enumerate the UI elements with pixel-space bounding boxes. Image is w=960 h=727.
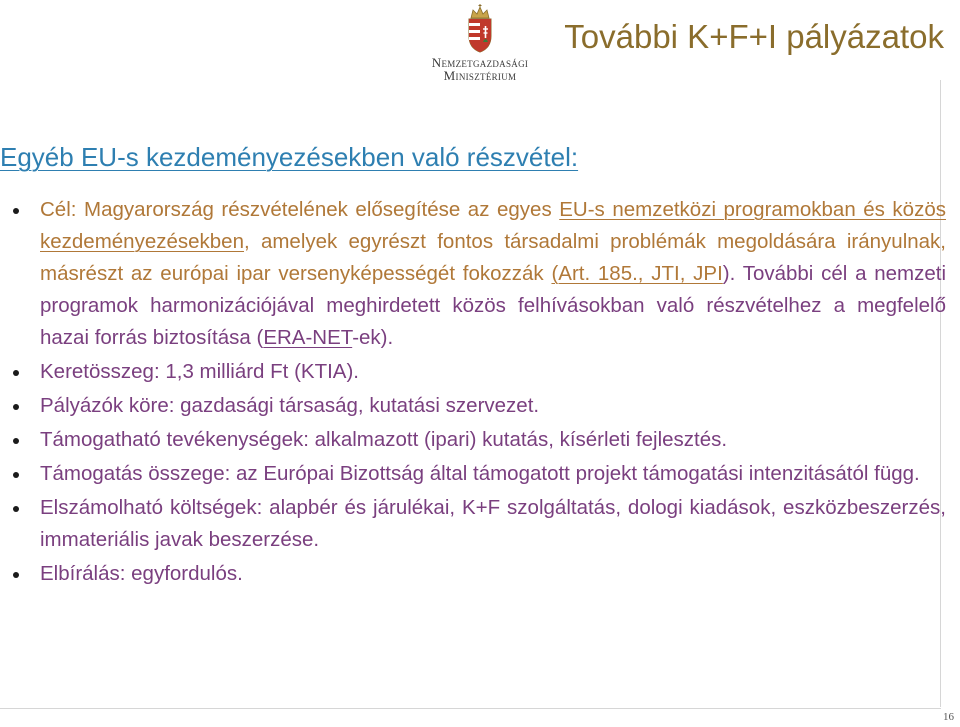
page-number: 16 — [943, 711, 954, 723]
bullet-eligible-costs — [0, 492, 946, 556]
bullet-dot-icon — [13, 370, 19, 376]
bullet-applicants — [0, 390, 946, 422]
bullet-dot-icon — [13, 572, 19, 578]
slide-title: További K+F+I pályázatok — [564, 18, 944, 55]
bullet-evaluation — [0, 558, 946, 590]
bullet-dot-icon — [13, 506, 19, 512]
logo-line-2: Minisztérium — [443, 68, 517, 83]
bottom-divider — [0, 708, 941, 709]
eligible-costs-text: Elszámolható költségek: alapbér és járulékai, K+F szolgáltatás, dologi kiadások, eszközbeszerzés, immateriális javak beszerzése. — [40, 496, 946, 551]
era-net-link[interactable]: ERA-NET — [263, 326, 353, 349]
goal-middle: , amelyek egyrészt fontos társadalmi problémák megoldására irányulnak, másrészt az európai ipar versenyképességét fokozzák — [40, 230, 946, 285]
art-jti-jpi-link[interactable]: (Art. 185., JTI, JPI — [551, 262, 723, 285]
budget-text: Keretösszeg: 1,3 milliárd Ft (KTIA). — [40, 360, 359, 383]
bullet-budget — [0, 356, 946, 388]
bullet-list — [0, 194, 946, 592]
bullet-dot-icon — [13, 404, 19, 410]
evaluation-text: Elbírálás: egyfordulós. — [40, 562, 243, 585]
bullet-activities — [0, 424, 946, 456]
goal-intro: Cél: Magyarország részvételének elősegítése az egyes — [40, 198, 560, 221]
bullet-support-amount — [0, 458, 946, 490]
support-amount-text: Támogatás összege: az Európai Bizottság által támogatott projekt támogatási intenzitásától függ. — [40, 462, 920, 485]
activities-text: Támogatható tevékenységek: alkalmazott (ipari) kutatás, kísérleti fejlesztés. — [40, 428, 728, 451]
bullet-dot-icon — [13, 438, 19, 444]
logo-text — [410, 56, 550, 82]
programs-link[interactable]: EU-s nemzetközi programokban és közös kezdeményezésekben — [40, 198, 946, 253]
goal-end: -ek). — [352, 326, 394, 349]
section-heading: Egyéb EU-s kezdeményezésekben való részvétel: — [0, 142, 579, 172]
bullet-goal — [0, 194, 946, 354]
coat-of-arms-icon — [465, 4, 495, 54]
applicants-text: Pályázók köre: gazdasági társaság, kutatási szervezet. — [40, 394, 540, 417]
goal-additional: ). További cél a nemzeti programok harmonizációjával meghirdetett közös felhívásokban való részvételhez a megfelelő hazai forrás biztosítása ( — [40, 262, 947, 349]
bullet-dot-icon — [13, 208, 19, 214]
ministry-logo — [410, 4, 550, 96]
logo-line-1: Nemzetgazdasági — [431, 55, 529, 70]
bullet-dot-icon — [13, 472, 19, 478]
